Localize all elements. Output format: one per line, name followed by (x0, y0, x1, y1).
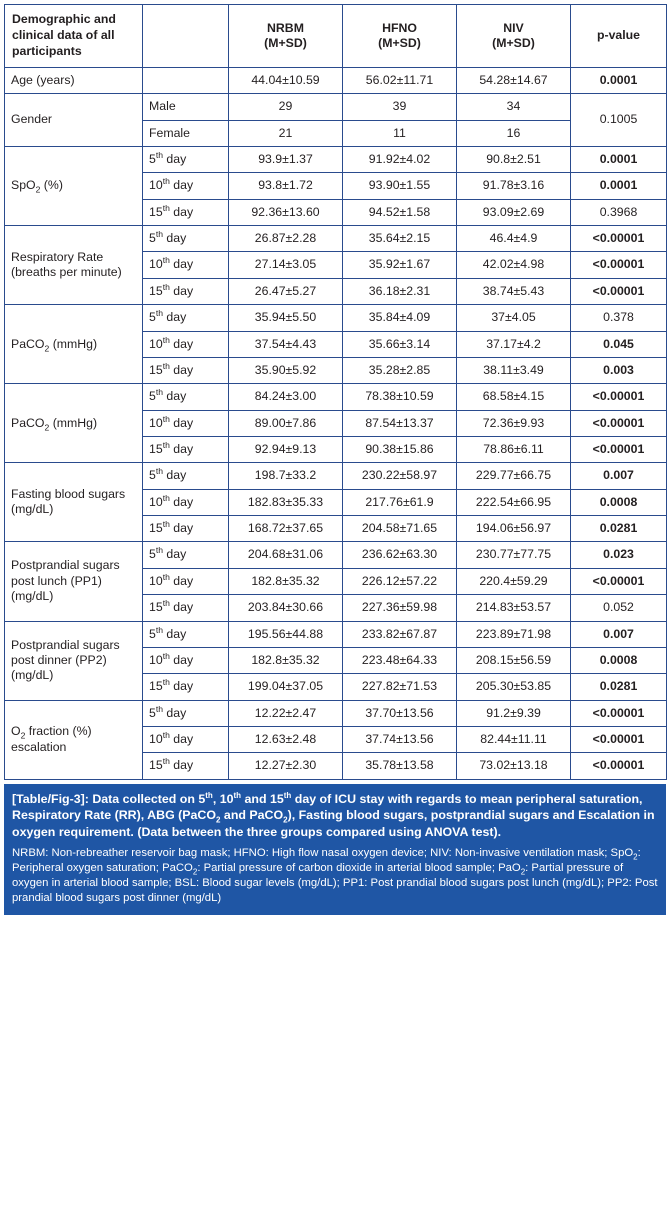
cell-value: 205.30±53.85 (457, 674, 571, 700)
table-header (5, 5, 667, 68)
row-subgroup-label: 15th day (143, 278, 229, 304)
cell-value: 34 (457, 94, 571, 120)
cell-value: 198.7±33.2 (229, 463, 343, 489)
row-subgroup-label: 5th day (143, 147, 229, 173)
row-subgroup-label: 15th day (143, 753, 229, 779)
cell-pvalue: 0.0008 (571, 489, 667, 515)
cell-value: 87.54±13.37 (343, 410, 457, 436)
cell-value: 44.04±10.59 (229, 67, 343, 93)
cell-pvalue: 0.378 (571, 305, 667, 331)
table-row (5, 67, 667, 93)
cell-pvalue: <0.00001 (571, 568, 667, 594)
cell-value: 230.77±77.75 (457, 542, 571, 568)
row-subgroup-label: 15th day (143, 199, 229, 225)
cell-value: 16 (457, 120, 571, 146)
cell-value: 37±4.05 (457, 305, 571, 331)
cell-pvalue: 0.007 (571, 463, 667, 489)
cell-pvalue: <0.00001 (571, 436, 667, 462)
column-header-hfno (343, 5, 457, 68)
cell-value: 90.8±2.51 (457, 147, 571, 173)
cell-value: 35.78±13.58 (343, 753, 457, 779)
table-row (5, 226, 667, 252)
cell-value: 93.09±2.69 (457, 199, 571, 225)
row-label: Fasting blood sugars (mg/dL) (5, 463, 143, 542)
row-subgroup-label: Female (143, 120, 229, 146)
cell-value: 37.17±4.2 (457, 331, 571, 357)
table-row (5, 94, 667, 120)
cell-value: 12.27±2.30 (229, 753, 343, 779)
table-header-row (5, 5, 667, 68)
cell-value: 194.06±56.97 (457, 516, 571, 542)
cell-value: 12.63±2.48 (229, 726, 343, 752)
cell-value: 35.28±2.85 (343, 357, 457, 383)
cell-value: 227.36±59.98 (343, 595, 457, 621)
cell-value: 26.47±5.27 (229, 278, 343, 304)
cell-value: 220.4±59.29 (457, 568, 571, 594)
cell-pvalue: 0.0008 (571, 647, 667, 673)
cell-pvalue: 0.0001 (571, 147, 667, 173)
cell-value: 204.58±71.65 (343, 516, 457, 542)
cell-pvalue: 0.0281 (571, 516, 667, 542)
cell-value: 46.4±4.9 (457, 226, 571, 252)
demographic-clinical-data-table (4, 4, 667, 780)
table-row (5, 305, 667, 331)
cell-pvalue: 0.0001 (571, 67, 667, 93)
row-label: PaCO$_2$ (mmHg) (5, 305, 143, 384)
cell-value: 92.36±13.60 (229, 199, 343, 225)
row-label: Respiratory Rate (breaths per minute) (5, 226, 143, 305)
row-subgroup-label: 10th day (143, 173, 229, 199)
cell-value: 195.56±44.88 (229, 621, 343, 647)
row-subgroup-label: 5th day (143, 542, 229, 568)
cell-value: 203.84±30.66 (229, 595, 343, 621)
cell-value: 199.04±37.05 (229, 674, 343, 700)
row-subgroup-label: 10th day (143, 410, 229, 436)
row-label: Postprandial sugars post lunch (PP1) (mg/dL) (5, 542, 143, 621)
cell-value: 72.36±9.93 (457, 410, 571, 436)
cell-value: 54.28±14.67 (457, 67, 571, 93)
table-row (5, 384, 667, 410)
row-subgroup-label: 10th day (143, 726, 229, 752)
cell-value: 38.11±3.49 (457, 357, 571, 383)
cell-pvalue: 0.023 (571, 542, 667, 568)
caption-abbreviations: NRBM: Non-rebreather reservoir bag mask; HFNO: High flow nasal oxygen device; NIV: Non-invasive ventilation mask; SpO$_2$: Peripheral oxygen saturation; PaCO$_2$: Partial pressure of carbon dioxide in arterial blood sample; PaO$_2$: Partial pressure of oxygen in arterial blood sample; BSL: Blood sugar levels (mg/dL); PP1: Post prandial blood sugars post lunch (mg/dL); PP2: Post prandial blood sugars post dinner (mg/dL) (12, 847, 658, 904)
table-body (5, 67, 667, 779)
cell-value: 223.89±71.98 (457, 621, 571, 647)
cell-value: 35.92±1.67 (343, 252, 457, 278)
cell-pvalue: <0.00001 (571, 753, 667, 779)
row-label: SpO$_2$ (%) (5, 147, 143, 226)
cell-value: 82.44±11.11 (457, 726, 571, 752)
cell-value: 182.8±35.32 (229, 568, 343, 594)
cell-value: 182.83±35.33 (229, 489, 343, 515)
cell-value: 29 (229, 94, 343, 120)
cell-value: 227.82±71.53 (343, 674, 457, 700)
cell-pvalue: <0.00001 (571, 226, 667, 252)
cell-value: 236.62±63.30 (343, 542, 457, 568)
cell-value: 91.2±9.39 (457, 700, 571, 726)
table-row (5, 542, 667, 568)
row-subgroup-label: 10th day (143, 331, 229, 357)
table-row (5, 463, 667, 489)
cell-value: 93.9±1.37 (229, 147, 343, 173)
cell-pvalue: <0.00001 (571, 410, 667, 436)
caption-label: [Table/Fig-3]: (12, 791, 89, 806)
cell-value: 68.58±4.15 (457, 384, 571, 410)
table-row (5, 621, 667, 647)
column-header-subgroup (143, 5, 229, 68)
cell-value: 78.86±6.11 (457, 436, 571, 462)
cell-value: 11 (343, 120, 457, 146)
cell-value: 204.68±31.06 (229, 542, 343, 568)
row-label: Postprandial sugars post dinner (PP2) (mg/dL) (5, 621, 143, 700)
cell-value: 56.02±11.71 (343, 67, 457, 93)
cell-value: 217.76±61.9 (343, 489, 457, 515)
cell-value: 37.54±4.43 (229, 331, 343, 357)
cell-value: 226.12±57.22 (343, 568, 457, 594)
row-subgroup-label: 10th day (143, 489, 229, 515)
cell-value: 92.94±9.13 (229, 436, 343, 462)
row-subgroup-label: 10th day (143, 568, 229, 594)
column-header-hfno-label: HFNO (M+SD) (378, 20, 421, 50)
cell-value: 12.22±2.47 (229, 700, 343, 726)
cell-value: 208.15±56.59 (457, 647, 571, 673)
cell-value: 35.66±3.14 (343, 331, 457, 357)
cell-value: 223.48±64.33 (343, 647, 457, 673)
cell-value: 93.90±1.55 (343, 173, 457, 199)
cell-value: 78.38±10.59 (343, 384, 457, 410)
column-header-niv-label: NIV (M+SD) (492, 20, 535, 50)
row-subgroup-label: 5th day (143, 463, 229, 489)
row-subgroup-label: Male (143, 94, 229, 120)
column-header-nrbm-label: NRBM (M+SD) (264, 20, 307, 50)
cell-value: 168.72±37.65 (229, 516, 343, 542)
column-header-niv (457, 5, 571, 68)
cell-value: 91.92±4.02 (343, 147, 457, 173)
row-subgroup-label: 15th day (143, 357, 229, 383)
cell-pvalue: <0.00001 (571, 384, 667, 410)
cell-pvalue: <0.00001 (571, 252, 667, 278)
cell-pvalue: <0.00001 (571, 700, 667, 726)
cell-value: 94.52±1.58 (343, 199, 457, 225)
cell-value: 27.14±3.05 (229, 252, 343, 278)
row-subgroup-label: 15th day (143, 674, 229, 700)
row-label: $O_2$ fraction (%) escalation (5, 700, 143, 779)
row-subgroup-label: 15th day (143, 436, 229, 462)
cell-value: 214.83±53.57 (457, 595, 571, 621)
table-caption (4, 784, 666, 915)
column-header-nrbm (229, 5, 343, 68)
cell-value: 26.87±2.28 (229, 226, 343, 252)
row-subgroup-label: 10th day (143, 647, 229, 673)
cell-value: 89.00±7.86 (229, 410, 343, 436)
row-subgroup-label: 5th day (143, 621, 229, 647)
cell-value: 233.82±67.87 (343, 621, 457, 647)
cell-value: 182.8±35.32 (229, 647, 343, 673)
cell-value: 35.84±4.09 (343, 305, 457, 331)
row-subgroup-label: 5th day (143, 384, 229, 410)
row-label: Gender (5, 94, 143, 147)
cell-value: 35.90±5.92 (229, 357, 343, 383)
cell-value: 91.78±3.16 (457, 173, 571, 199)
caption-text: Data collected on 5th, 10th and 15th day of ICU stay with regards to mean peripheral saturation, Respiratory Rate (RR), ABG (PaCO$_2$ and PaCO$_2$), Fasting blood sugars, postprandial sugars and Escalation in oxygen requirement. (Data between the three groups compared using ANOVA test). (12, 790, 655, 839)
row-subgroup-label: 5th day (143, 700, 229, 726)
cell-pvalue: 0.052 (571, 595, 667, 621)
cell-pvalue: 0.0281 (571, 674, 667, 700)
row-subgroup-label: 5th day (143, 226, 229, 252)
cell-value: 39 (343, 94, 457, 120)
cell-pvalue: 0.1005 (571, 94, 667, 147)
cell-value: 230.22±58.97 (343, 463, 457, 489)
cell-value: 222.54±66.95 (457, 489, 571, 515)
cell-pvalue: 0.045 (571, 331, 667, 357)
cell-pvalue: 0.003 (571, 357, 667, 383)
cell-pvalue: 0.0001 (571, 173, 667, 199)
cell-value: 90.38±15.86 (343, 436, 457, 462)
column-header-pvalue: p-value (571, 5, 667, 68)
cell-pvalue: 0.007 (571, 621, 667, 647)
cell-value: 36.18±2.31 (343, 278, 457, 304)
cell-value: 35.64±2.15 (343, 226, 457, 252)
cell-pvalue: 0.3968 (571, 199, 667, 225)
cell-value: 93.8±1.72 (229, 173, 343, 199)
cell-value: 37.74±13.56 (343, 726, 457, 752)
row-subgroup-label: 10th day (143, 252, 229, 278)
cell-value: 38.74±5.43 (457, 278, 571, 304)
cell-value: 73.02±13.18 (457, 753, 571, 779)
row-label: Age (years) (5, 67, 143, 93)
row-subgroup-label (143, 67, 229, 93)
caption-main (12, 791, 658, 841)
cell-value: 229.77±66.75 (457, 463, 571, 489)
cell-value: 42.02±4.98 (457, 252, 571, 278)
row-label: PaCO$_2$ (mmHg) (5, 384, 143, 463)
column-header-variable: Demographic and clinical data of all participants (5, 5, 143, 68)
cell-value: 84.24±3.00 (229, 384, 343, 410)
cell-pvalue: <0.00001 (571, 278, 667, 304)
row-subgroup-label: 15th day (143, 516, 229, 542)
cell-value: 35.94±5.50 (229, 305, 343, 331)
row-subgroup-label: 5th day (143, 305, 229, 331)
table-row (5, 147, 667, 173)
cell-pvalue: <0.00001 (571, 726, 667, 752)
row-subgroup-label: 15th day (143, 595, 229, 621)
cell-value: 37.70±13.56 (343, 700, 457, 726)
cell-value: 21 (229, 120, 343, 146)
table-row (5, 700, 667, 726)
